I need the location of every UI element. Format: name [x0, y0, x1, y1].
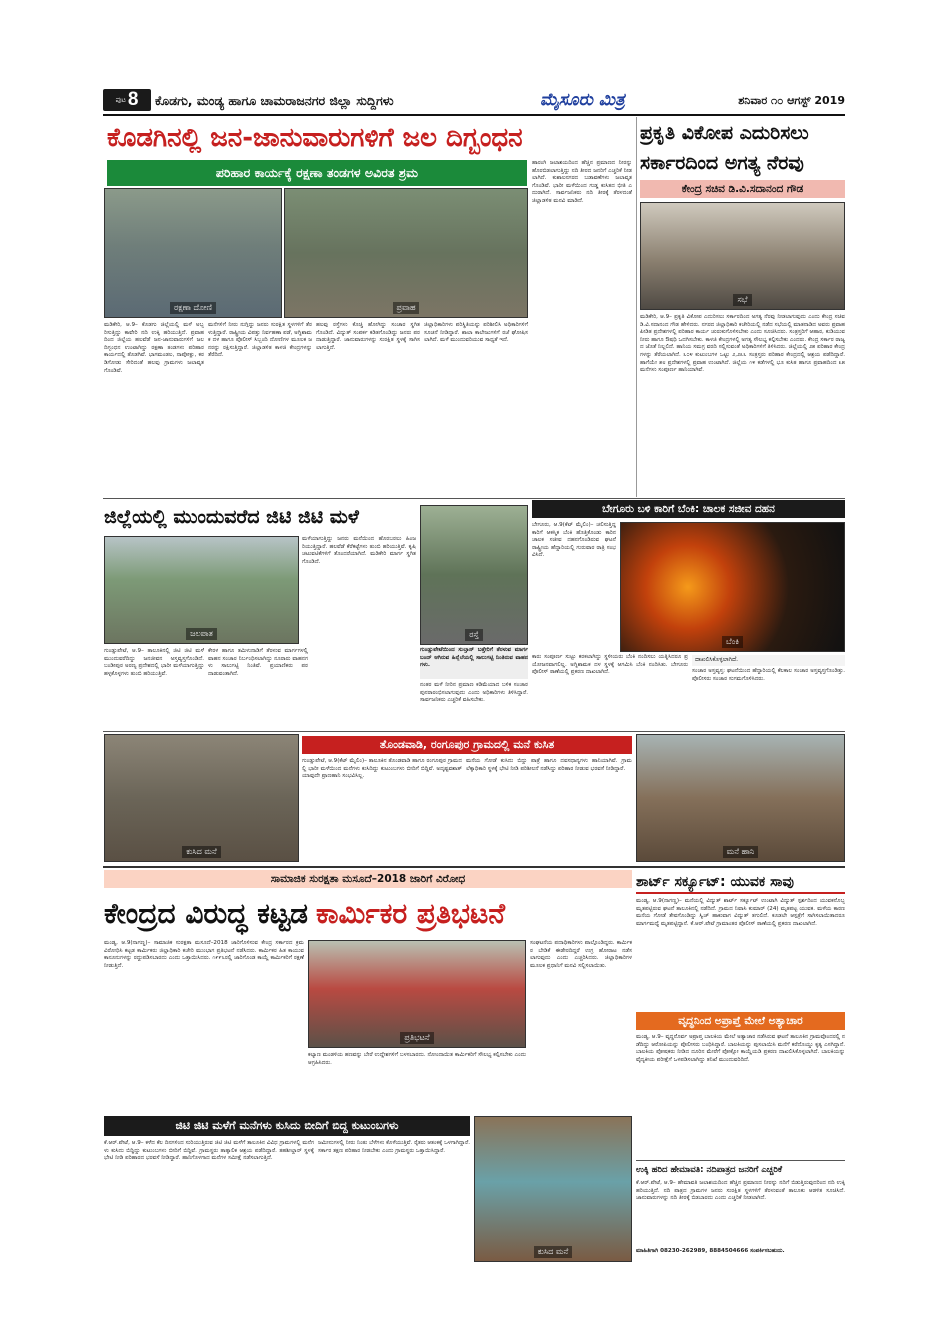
minister-meeting-photo: ಸಭೆ	[640, 202, 845, 310]
traffic-jam-photo: ರಸ್ತೆ	[420, 505, 528, 645]
story3-text-col2: ಕೇರಳ ಹಾಗೂ ತಮಿಳುನಾಡಿಗೆ ತೆರಳುವ ಮಾರ್ಗಗಳಲ್ಲಿ ವಾಹನ ಸಂಚಾರ ನಿರ್ಬಂಧಿಸಲಾಗಿದ್ದು ನೂರಾರು ವಾಹನಗಳು ಸಾಲುಗಟ್ಟಿ ನಿಂತಿವೆ. ಪ್ರಯಾಣಿಕರು ಪರದಾಡುವಂತಾಗಿದೆ.	[208, 648, 308, 677]
row-divider-3	[103, 866, 845, 868]
story1-subhead: ಪರಿಹಾರ ಕಾರ್ಯಕ್ಕೆ ರಕ್ಷಣಾ ತಂಡಗಳ ಅವಿರತ ಶ್ರಮ	[107, 160, 527, 186]
section-title: ಕೊಡಗು, ಮಂಡ್ಯ ಹಾಗೂ ಚಾಮರಾಜನಗರ ಜಿಲ್ಲಾ ಸುದ್ದಿಗಳು	[155, 93, 394, 108]
story1-text-col3: ಹಲವು ರಸ್ತೆಗಳು ಕೊಚ್ಚಿ ಹೋಗಿದ್ದು ಸಂಚಾರ ಸ್ಥಗಿತಗೊಂಡಿದೆ. ವಿದ್ಯುತ್ ಸಂಪರ್ಕ ಕಡಿತಗೊಂಡಿದ್ದು ಜನರು ಪರದಾಡುತ್ತಿದ್ದಾರೆ. ಜಾನುವಾರುಗಳನ್ನು ಸುರಕ್ಷಿತ ಸ್ಥಳಕ್ಕೆ ಸಾಗಿಸಲಾಗುತ್ತಿದೆ.	[316, 322, 420, 351]
story4-text-top: ಬೇಗೂರು, ಆ.9(ಕೆಟ್ ಮೈಲಿಂ)– ಚಲಿಸುತ್ತಿದ್ದ ಕಾರಿಗೆ ಆಕಸ್ಮಿಕ ಬೆಂಕಿ ಹೊತ್ತಿಕೊಂಡು ಕಾರಿನ ಚಾಲಕ ಸಜೀವ ದಹನಗೊಂಡಿರುವ ಘಟನೆ ರಾಷ್ಟ್ರೀಯ ಹೆದ್ದಾರಿಯಲ್ಲಿ ಗುರುವಾರ ರಾತ್ರಿ ಸಂಭವಿಸಿದೆ.	[532, 522, 616, 559]
story4-caption: ದಾಖಲಿಸಿಕೊಳ್ಳಲಾಗಿದೆ.	[692, 655, 845, 666]
story3-text-top: ಮಳೆಯಾಗುತ್ತಿದ್ದು ಜನರು ಮನೆಯಿಂದ ಹೊರಬರಲು ಹಿಂಜರಿಯುತ್ತಿದ್ದಾರೆ. ಹಲವೆಡೆ ಕೆರೆಕಟ್ಟೆಗಳು ತುಂಬಿ ಹರಿಯುತ್ತಿವೆ. ಕೃಷಿ ಚಟುವಟಿಕೆಗಳಿಗೆ ತೊಂದರೆಯಾಗಿದೆ. ಮಡಿಕೇರಿ ಮಾರ್ಗ ಸ್ಥಗಿತಗೊಂಡಿದೆ.	[302, 536, 416, 565]
story9-text: ಕೆ.ಆರ್.ಪೇಟೆ, ಆ.9– ಕಳೆದ ಕೆಲ ದಿನಗಳಿಂದ ಸುರಿಯುತ್ತಿರುವ ಜಿಟಿ ಜಿಟಿ ಮಳೆಗೆ ತಾಲೂಕಿನ ವಿವಿಧ ಗ್ರಾಮಗಳಲ್ಲಿ ಮನೆಗಳು ಕುಸಿದು ಬಿದ್ದಿದ್ದು ಕುಟುಂಬಗಳು ಬೀದಿಗೆ ಬಿದ್ದಿವೆ. ಗ್ರಾಮಸ್ಥರು ತಾತ್ಕಾಲಿಕ ಆಶ್ರಯ ಪಡೆದಿದ್ದಾರೆ. ತಹಶೀಲ್ದಾರ್ ಸ್ಥಳಕ್ಕೆ ಭೇಟಿ ನೀಡಿ ಪರಿಹಾರದ ಭರವಸೆ ನೀಡಿದ್ದಾರೆ. ಹಾನಿಗೊಳಗಾದ ಮನೆಗಳ ಸಮೀಕ್ಷೆ ನಡೆಸಲಾಗುತ್ತಿದೆ.	[104, 1140, 314, 1162]
burning-car-photo: ಬೆಂಕಿ	[620, 522, 845, 652]
story4-headline: ಬೇಗೂರು ಬಳಿ ಕಾರಿಗೆ ಬೆಂಕಿ: ಚಾಲಕ ಸಜೀವ ದಹನ	[532, 500, 845, 518]
story10-headline: ಉಕ್ಕಿ ಹರಿದ ಹೇಮಾವತಿ: ನದಿಪಾತ್ರದ ಜನರಿಗೆ ಎಚ್ಚರಿಕೆ	[636, 1160, 845, 1178]
story1-headline: ಕೊಡಗಿನಲ್ಲಿ ಜನ-ಜಾನುವಾರುಗಳಿಗೆ ಜಲ ದಿಗ್ಬಂಧನ	[107, 122, 523, 153]
story2-headline-1: ಪ್ರಕೃತಿ ವಿಕೋಪ ಎದುರಿಸಲು	[640, 122, 809, 144]
page-date: ಶನಿವಾರ ೧೦ ಆಗಸ್ಟ್ 2019	[738, 94, 845, 107]
story6-text-left: ಮಂಡ್ಯ, ಆ.9(ನಾಗಣ್ಣ)– ಸಾಮಾಜಿಕ ಸುರಕ್ಷತಾ ಮಸೂದೆ–2018 ಜಾರಿಗೊಳಿಸುವ ಕೇಂದ್ರ ಸರ್ಕಾರದ ಕ್ರಮ ವಿರೋಧಿಸಿ ಕಟ್ಟಡ ಕಾರ್ಮಿಕರು ಜಿಲ್ಲಾಧಿಕಾರಿ ಕಚೇರಿ ಮುಂಭಾಗ ಪ್ರತಿಭಟನೆ ನಡೆಸಿದರು. ಕಾರ್ಮಿಕರ ಹಿತ ಕಾಯುವ ಕಾನೂನುಗಳನ್ನು ರದ್ದುಪಡಿಸಬಾರದು ಎಂದು ಒತ್ತಾಯಿಸಿದರು. ೧೯೯೬ರಲ್ಲಿ ಜಾರಿಗೊಂಡ ಕಾಯ್ದೆ ಕಾರ್ಮಿಕರಿಗೆ ರಕ್ಷಣೆ ನೀಡುತ್ತಿದೆ.	[104, 940, 304, 969]
story1-text-col4: ಜಿಲ್ಲಾಧಿಕಾರಿಗಳು ಪರಿಸ್ಥಿತಿಯನ್ನು ಪರಿಶೀಲಿಸಿ ಅಧಿಕಾರಿಗಳಿಗೆ ಸೂಚನೆ ನೀಡಿದ್ದಾರೆ. ಶಾಲಾ ಕಾಲೇಜುಗಳಿಗೆ ರಜೆ ಘೋಷಿಸಲಾಗಿದೆ. ಮಳೆ ಮುಂದುವರಿಯುವ ಸಾಧ್ಯತೆ ಇದೆ.	[424, 322, 528, 344]
story5-text-col1: ಗುಂಡ್ಲುಪೇಟೆ, ಆ.9(ಕೆಟ್ ಮೈಲಿಂ)– ತಾಲೂಕಿನ ತೊಂಡವಾಡಿ ಹಾಗೂ ರಂಗೂಪುರ ಗ್ರಾಮದಲ್ಲಿ ಭಾರೀ ಮಳೆಯಿಂದ ಮನೆಗಳು ಕುಸಿದಿದ್ದು ಕುಟುಂಬಗಳು ಬೀದಿಗೆ ಬಿದ್ದಿವೆ. ಅದೃಷ್ಟವಶಾತ್ ಯಾವುದೇ ಪ್ರಾಣಹಾನಿ ಸಂಭವಿಸಿಲ್ಲ.	[302, 758, 462, 780]
row-divider-1	[103, 498, 845, 499]
story1-text-col1: ಮಡಿಕೇರಿ, ಆ.9– ಕೊಡಗು ಜಿಲ್ಲೆಯಲ್ಲಿ ಮಳೆ ಅಬ್ಬರಿಸುತ್ತಿದ್ದು ಕಾವೇರಿ ನದಿ ಉಕ್ಕಿ ಹರಿಯುತ್ತಿದೆ. ಪ್ರವಾಹದಿಂದ ಜಿಲ್ಲೆಯ ಹಲವೆಡೆ ಜನ-ಜಾನುವಾರುಗಳಿಗೆ ಜಲ ದಿಗ್ಬಂಧನ ಉಂಟಾಗಿದ್ದು ರಕ್ಷಣಾ ತಂಡಗಳು ಪರಿಹಾರ ಕಾರ್ಯದಲ್ಲಿ ತೊಡಗಿವೆ. ಭಾಗಮಂಡಲ, ನಾಪೋಕ್ಲು, ಕರಡಿಗೋಡು ಸೇರಿದಂತೆ ಹಲವು ಗ್ರಾಮಗಳು ಜಲಾವೃತಗೊಂಡಿವೆ.	[104, 322, 204, 374]
protest-photo: ಪ್ರತಿಭಟನೆ	[308, 940, 526, 1048]
story9-text-2: ಜಮೀನುಗಳಲ್ಲಿ ನೀರು ನಿಂತು ಬೆಳೆಗಳು ಕೊಳೆಯುತ್ತಿವೆ. ರೈತರು ಆತಂಕಕ್ಕೆ ಒಳಗಾಗಿದ್ದಾರೆ. ಸರ್ಕಾರ ತಕ್ಷಣ ಪರಿಹಾರ ನೀಡಬೇಕು ಎಂದು ಗ್ರಾಮಸ್ಥರು ಒತ್ತಾಯಿಸಿದ್ದಾರೆ.	[318, 1140, 470, 1154]
story7-headline: ಶಾರ್ಟ್ ಸರ್ಕ್ಯೂಟ್: ಯುವಕ ಸಾವು	[636, 872, 845, 894]
story1-text-col5: ಹಾರಂಗಿ ಜಲಾಶಯದಿಂದ ಹೆಚ್ಚಿನ ಪ್ರಮಾಣದ ನೀರನ್ನು ಹೊರಬಿಡಲಾಗುತ್ತಿದ್ದು ನದಿ ತೀರದ ಜನರಿಗೆ ಎಚ್ಚರಿಕೆ ನೀಡಲಾಗಿದೆ. ಕುಶಾಲನಗರದ ಬಡಾವಣೆಗಳು ಜಲಾವೃತಗೊಂಡಿವೆ. ಭಾರೀ ಮಳೆಯಿಂದ ಗುಡ್ಡ ಕುಸಿತದ ಭೀತಿ ಎದುರಾಗಿದೆ. ಸಾರ್ವಜನಿಕರು ನದಿ ತೀರಕ್ಕೆ ತೆರಳದಂತೆ ಜಿಲ್ಲಾಡಳಿತ ಮನವಿ ಮಾಡಿದೆ.	[532, 160, 632, 204]
story6-headline-part1: ಕೇಂದ್ರದ ವಿರುದ್ಧ ಕಟ್ಟಡ	[104, 897, 308, 930]
story5-headline: ತೊಂಡವಾಡಿ, ರಂಗೂಪುರ ಗ್ರಾಮದಲ್ಲಿ ಮನೆ ಕುಸಿತ	[302, 736, 632, 754]
story10-contact: ಮಾಹಿತಿಗಾಗಿ 08230-262989, 8884504666 ಸಂಪರ್ಕಿಸಬಹುದು.	[636, 1248, 785, 1254]
story6-text-mid: ಕಲ್ಯಾಣ ಮಂಡಳಿಯ ಹಣವನ್ನು ಬೇರೆ ಉದ್ದೇಶಗಳಿಗೆ ಬಳಸಬಾರದು. ನೋಂದಾಯಿತ ಕಾರ್ಮಿಕರಿಗೆ ಸೌಲಭ್ಯ ಕಲ್ಪಿಸಬೇಕು ಎಂದು ಆಗ್ರಹಿಸಿದರು.	[308, 1052, 526, 1066]
fallen-house-photo: ಕುಸಿದ ಮನೆ	[474, 1116, 632, 1262]
waterfall-photo: ಜಲಪಾತ	[104, 536, 299, 644]
story2-subhead: ಕೇಂದ್ರ ಸಚಿವ ಡಿ.ವಿ.ಸದಾನಂದ ಗೌಡ	[640, 180, 845, 198]
story2-headline-2: ಸರ್ಕಾರದಿಂದ ಅಗತ್ಯ ನೆರವು	[640, 152, 804, 174]
story6-headline-part2: ಕಾರ್ಮಿಕರ ಪ್ರತಿಭಟನೆ	[315, 897, 506, 930]
story3-headline: ಜಿಲ್ಲೆಯಲ್ಲಿ ಮುಂದುವರೆದ ಜಿಟಿ ಜಿಟಿ ಮಳೆ	[104, 506, 359, 528]
page-number: 8	[127, 89, 139, 110]
paper-logo: ಮೈಸೂರು ಮಿತ್ರ	[540, 90, 625, 110]
collapsed-house-photo-1: ಕುಸಿದ ಮನೆ	[104, 734, 299, 862]
masthead-rule	[103, 114, 845, 116]
story3-text-col3: ನಂತರ ಮಳೆ ನೀರಿನ ಪ್ರಮಾಣ ಕಡಿಮೆಯಾದ ಬಳಿಕ ಸಂಚಾರ ಪುನರಾರಂಭಿಸಲಾಗುವುದು ಎಂದು ಅಧಿಕಾರಿಗಳು ತಿಳಿಸಿದ್ದಾರೆ. ಸಾರ್ವಜನಿಕರು ಎಚ್ಚರಿಕೆ ವಹಿಸಬೇಕು.	[420, 682, 528, 704]
flood-rescue-photo: ರಕ್ಷಣಾ ದೋಣಿ	[104, 188, 282, 318]
story6-headline	[104, 891, 632, 937]
collapsed-house-photo-2: ಮನೆ ಹಾನಿ	[636, 734, 845, 862]
flood-debris-photo: ಪ್ರವಾಹ	[284, 188, 528, 318]
story9-headline: ಜಿಟಿ ಜಿಟಿ ಮಳೆಗೆ ಮನೆಗಳು ಕುಸಿದು ಬೀದಿಗೆ ಬಿದ್ದ ಕುಟುಂಬಗಳು	[104, 1116, 470, 1136]
story8-headline: ವೃದ್ಧನಿಂದ ಅಪ್ರಾಪ್ತೆ ಮೇಲೆ ಅತ್ಯಾಚಾರ	[636, 1012, 845, 1030]
row-divider-2	[103, 731, 845, 732]
page-badge	[103, 89, 151, 111]
story10-text: ಕೆ.ಆರ್.ಪೇಟೆ, ಆ.9– ಹೇಮಾವತಿ ಜಲಾಶಯದಿಂದ ಹೆಚ್ಚಿನ ಪ್ರಮಾಣದ ನೀರನ್ನು ನದಿಗೆ ಬಿಡುತ್ತಿರುವುದರಿಂದ ನದಿ ಉಕ್ಕಿ ಹರಿಯುತ್ತಿದೆ. ನದಿ ಪಾತ್ರದ ಗ್ರಾಮಗಳ ಜನರು ಸುರಕ್ಷಿತ ಸ್ಥಳಗಳಿಗೆ ತೆರಳುವಂತೆ ತಾಲೂಕು ಆಡಳಿತ ಸೂಚಿಸಿದೆ. ಜಾನುವಾರುಗಳನ್ನು ನದಿ ತೀರಕ್ಕೆ ಬಿಡಬಾರದು ಎಂದು ಎಚ್ಚರಿಕೆ ನೀಡಲಾಗಿದೆ.	[636, 1180, 845, 1202]
story4-text-right: ಸಂಚಾರ ಅಸ್ತವ್ಯಸ್ತ: ಘಟನೆಯಿಂದ ಹೆದ್ದಾರಿಯಲ್ಲಿ ಕೆಲಕಾಲ ಸಂಚಾರ ಅಸ್ತವ್ಯಸ್ತಗೊಂಡಿತ್ತು. ಪೊಲೀಸರು ಸಂಚಾರ ಸುಗಮಗೊಳಿಸಿದರು.	[692, 668, 845, 682]
story8-text: ಮಂಡ್ಯ, ಆ.9– ವೃದ್ಧನೊರ್ವ ಅಪ್ರಾಪ್ತ ಬಾಲಕಿಯ ಮೇಲೆ ಅತ್ಯಾಚಾರ ನಡೆಸಿರುವ ಘಟನೆ ತಾಲೂಕಿನ ಗ್ರಾಮವೊಂದರಲ್ಲಿ ನಡೆದಿದ್ದು ಆರೋಪಿಯನ್ನು ಪೊಲೀಸರು ಬಂಧಿಸಿದ್ದಾರೆ. ಬಾಲಕಿಯನ್ನು ಪುಸಲಾಯಿಸಿ ಮನೆಗೆ ಕರೆದೊಯ್ದು ಕೃತ್ಯ ಎಸಗಿದ್ದಾನೆ. ಬಾಲಕಿಯ ಪೋಷಕರು ನೀಡಿದ ದೂರಿನ ಮೇರೆಗೆ ಪೋಕ್ಸೋ ಕಾಯ್ದೆಯಡಿ ಪ್ರಕರಣ ದಾಖಲಿಸಿಕೊಳ್ಳಲಾಗಿದೆ. ಬಾಲಕಿಯನ್ನು ವೈದ್ಯಕೀಯ ಪರೀಕ್ಷೆಗೆ ಒಳಪಡಿಸಲಾಗಿದ್ದು ತನಿಖೆ ಮುಂದುವರಿದಿದೆ.	[636, 1034, 845, 1063]
story3-text-col1: ಗುಂಡ್ಲುಪೇಟೆ, ಆ.9– ತಾಲೂಕಿನಲ್ಲಿ ಜಿಟಿ ಜಿಟಿ ಮಳೆ ಮುಂದುವರೆದಿದ್ದು ಜನಜೀವನ ಅಸ್ತವ್ಯಸ್ತಗೊಂಡಿದೆ. ಬಂಡೀಪುರ ಅರಣ್ಯ ಪ್ರದೇಶದಲ್ಲಿ ಭಾರೀ ಮಳೆಯಾಗುತ್ತಿದ್ದು ಹಳ್ಳಕೊಳ್ಳಗಳು ತುಂಬಿ ಹರಿಯುತ್ತಿವೆ.	[104, 648, 204, 677]
story2-text: ಮಡಿಕೇರಿ, ಆ.9– ಪ್ರಕೃತಿ ವಿಕೋಪ ಎದುರಿಸಲು ಸರ್ಕಾರದಿಂದ ಅಗತ್ಯ ನೆರವು ನೀಡಲಾಗುವುದು ಎಂದು ಕೇಂದ್ರ ಸಚಿವ ಡಿ.ವಿ.ಸದಾನಂದ ಗೌಡ ಹೇಳಿದರು. ನಗರದ ಜಿಲ್ಲಾಧಿಕಾರಿ ಕಚೇರಿಯಲ್ಲಿ ನಡೆದ ಸಭೆಯಲ್ಲಿ ಮಾತನಾಡಿದ ಅವರು ಪ್ರವಾಹ ಪೀಡಿತ ಪ್ರದೇಶಗಳಲ್ಲಿ ಪರಿಹಾರ ಕಾರ್ಯ ಚುರುಕುಗೊಳಿಸಬೇಕು ಎಂದು ಸೂಚಿಸಿದರು. ಸಂತ್ರಸ್ತರಿಗೆ ಆಹಾರ, ಕುಡಿಯುವ ನೀರು ಹಾಗೂ ಔಷಧಿ ಒದಗಿಸಬೇಕು. ಕಾಳಜಿ ಕೇಂದ್ರಗಳಲ್ಲಿ ಅಗತ್ಯ ಸೌಲಭ್ಯ ಕಲ್ಪಿಸಬೇಕು ಎಂದರು. ಕೇಂದ್ರ ಸರ್ಕಾರ ರಾಜ್ಯದ ಜೊತೆ ನಿಲ್ಲಲಿದೆ. ಹಾನಿಯ ಸಮಗ್ರ ವರದಿ ಸಲ್ಲಿಸುವಂತೆ ಅಧಿಕಾರಿಗಳಿಗೆ ತಿಳಿಸಿದರು. ಜಿಲ್ಲೆಯಲ್ಲಿ ೨೫ ಪರಿಹಾರ ಕೇಂದ್ರಗಳನ್ನು ತೆರೆಯಲಾಗಿದೆ. ೬೦೪ ಕುಟುಂಬಗಳ ಒಟ್ಟು ೨,೨೩೬ ಸಂತ್ರಸ್ತರು ಪರಿಹಾರ ಕೇಂದ್ರದಲ್ಲಿ ಆಶ್ರಯ ಪಡೆದಿದ್ದಾರೆ. ಹಾಗೆಯೇ ೫೮ ಪ್ರದೇಶಗಳಲ್ಲಿ ಪ್ರವಾಹ ಉಂಟಾಗಿದೆ. ಜಿಲ್ಲೆಯ ೧೪ ಕಡೆಗಳಲ್ಲಿ ಭೂ ಕುಸಿತ ಹಾಗೂ ಪ್ರವಾಹದಿಂದ ೩೫ ಮನೆಗಳು ಸಂಪೂರ್ಣ ಹಾನಿಯಾಗಿವೆ.	[640, 314, 845, 374]
page-label: ಪುಟ	[115, 95, 126, 104]
story5-text-col2: ಮನೆಯ ಗೋಡೆ ಕುಸಿದು ಬಿದ್ದು ಪಾತ್ರೆ ಹಾಗೂ ದವಸಧಾನ್ಯಗಳು ಹಾನಿಯಾಗಿವೆ. ಗ್ರಾಮ ಲೆಕ್ಕಾಧಿಕಾರಿ ಸ್ಥಳಕ್ಕೆ ಭೇಟಿ ನೀಡಿ ಪರಿಶೀಲನೆ ನಡೆಸಿದ್ದು ಪರಿಹಾರ ನೀಡುವ ಭರವಸೆ ನೀಡಿದ್ದಾರೆ.	[466, 758, 632, 772]
story7-text: ಮಂಡ್ಯ, ಆ.9(ನಾಗಣ್ಣ)– ಮನೆಯಲ್ಲಿ ವಿದ್ಯುತ್ ಶಾರ್ಟ್ ಸರ್ಕ್ಯೂಟ್ ಉಂಟಾಗಿ ವಿದ್ಯುತ್ ಸ್ಪರ್ಶದಿಂದ ಯುವಕನೊಬ್ಬ ಮೃತಪಟ್ಟಿರುವ ಘಟನೆ ತಾಲೂಕಿನಲ್ಲಿ ನಡೆದಿದೆ. ಗ್ರಾಮದ ನಿವಾಸಿ ಕುಮಾರ್ (24) ಮೃತಪಟ್ಟ ಯುವಕ. ಮಳೆಯ ಕಾರಣ ಮನೆಯ ಗೋಡೆ ತೇವಗೊಂಡಿದ್ದು ಸ್ವಿಚ್ ಹಾಕುವಾಗ ವಿದ್ಯುತ್ ತಗುಲಿದೆ. ಕೂಡಲೇ ಆಸ್ಪತ್ರೆಗೆ ಸಾಗಿಸಲಾಯಿತಾದರೂ ಮಾರ್ಗಮಧ್ಯೆ ಮೃತಪಟ್ಟಿದ್ದಾನೆ. ಕೆ.ಆರ್.ಪೇಟೆ ಗ್ರಾಮಾಂತರ ಪೊಲೀಸ್ ಠಾಣೆಯಲ್ಲಿ ಪ್ರಕರಣ ದಾಖಲಾಗಿದೆ.	[636, 898, 845, 927]
story1-text-col2: ಮನೆಗಳಿಗೆ ನೀರು ನುಗ್ಗಿದ್ದು ಜನರು ಸುರಕ್ಷಿತ ಸ್ಥಳಗಳಿಗೆ ತೆರಳುತ್ತಿದ್ದಾರೆ. ರಾಷ್ಟ್ರೀಯ ವಿಪತ್ತು ನಿರ್ವಹಣಾ ಪಡೆ, ಅಗ್ನಿಶಾಮಕ ದಳ ಹಾಗೂ ಪೊಲೀಸ್ ಸಿಬ್ಬಂದಿ ದೋಣಿಗಳ ಮೂಲಕ ಜನರನ್ನು ರಕ್ಷಿಸುತ್ತಿದ್ದಾರೆ. ಜಿಲ್ಲಾಡಳಿತ ಕಾಳಜಿ ಕೇಂದ್ರಗಳನ್ನು ತೆರೆದಿದೆ.	[208, 322, 312, 359]
story3-caption: ಗುಂಡ್ಲುಪೇಟೆಯಿಂದ ಸುಲ್ತಾನ್ ಬತ್ತೇರಿಗೆ ತೆರಳುವ ಮಾರ್ಗ ಬಂದ್ ಆಗಿರುವ ಹಿನ್ನೆಲೆಯಲ್ಲಿ ಸಾಲುಗಟ್ಟಿ ನಿಂತಿರುವ ವಾಹನಗಳು.	[420, 647, 528, 679]
story6-kicker: ಸಾಮಾಜಿಕ ಸುರಕ್ಷತಾ ಮಸೂದೆ–2018 ಜಾರಿಗೆ ವಿರೋಧ	[104, 870, 632, 888]
story6-text-right: ಸಂಘಟನೆಯ ಪದಾಧಿಕಾರಿಗಳು ಪಾಲ್ಗೊಂಡಿದ್ದರು. ಕಾರ್ಮಿಕರ ಬೇಡಿಕೆ ಈಡೇರದಿದ್ದರೆ ಉಗ್ರ ಹೋರಾಟ ನಡೆಸಲಾಗುವುದು ಎಂದು ಎಚ್ಚರಿಸಿದರು. ಜಿಲ್ಲಾಧಿಕಾರಿಗಳ ಮೂಲಕ ಪ್ರಧಾನಿಗೆ ಮನವಿ ಸಲ್ಲಿಸಲಾಯಿತು.	[530, 940, 632, 969]
story4-text-left: ಕಾರು ಸಂಪೂರ್ಣ ಸುಟ್ಟು ಕರಕಲಾಗಿದ್ದು ಸ್ಥಳೀಯರು ಬೆಂಕಿ ನಂದಿಸಲು ಯತ್ನಿಸಿದರೂ ಪ್ರಯೋಜನವಾಗಲಿಲ್ಲ. ಅಗ್ನಿಶಾಮಕ ದಳ ಸ್ಥಳಕ್ಕೆ ಆಗಮಿಸಿ ಬೆಂಕಿ ನಂದಿಸಿತು. ಬೇಗೂರು ಪೊಲೀಸ್ ಠಾಣೆಯಲ್ಲಿ ಪ್ರಕರಣ ದಾಖಲಾಗಿದೆ.	[532, 654, 688, 676]
